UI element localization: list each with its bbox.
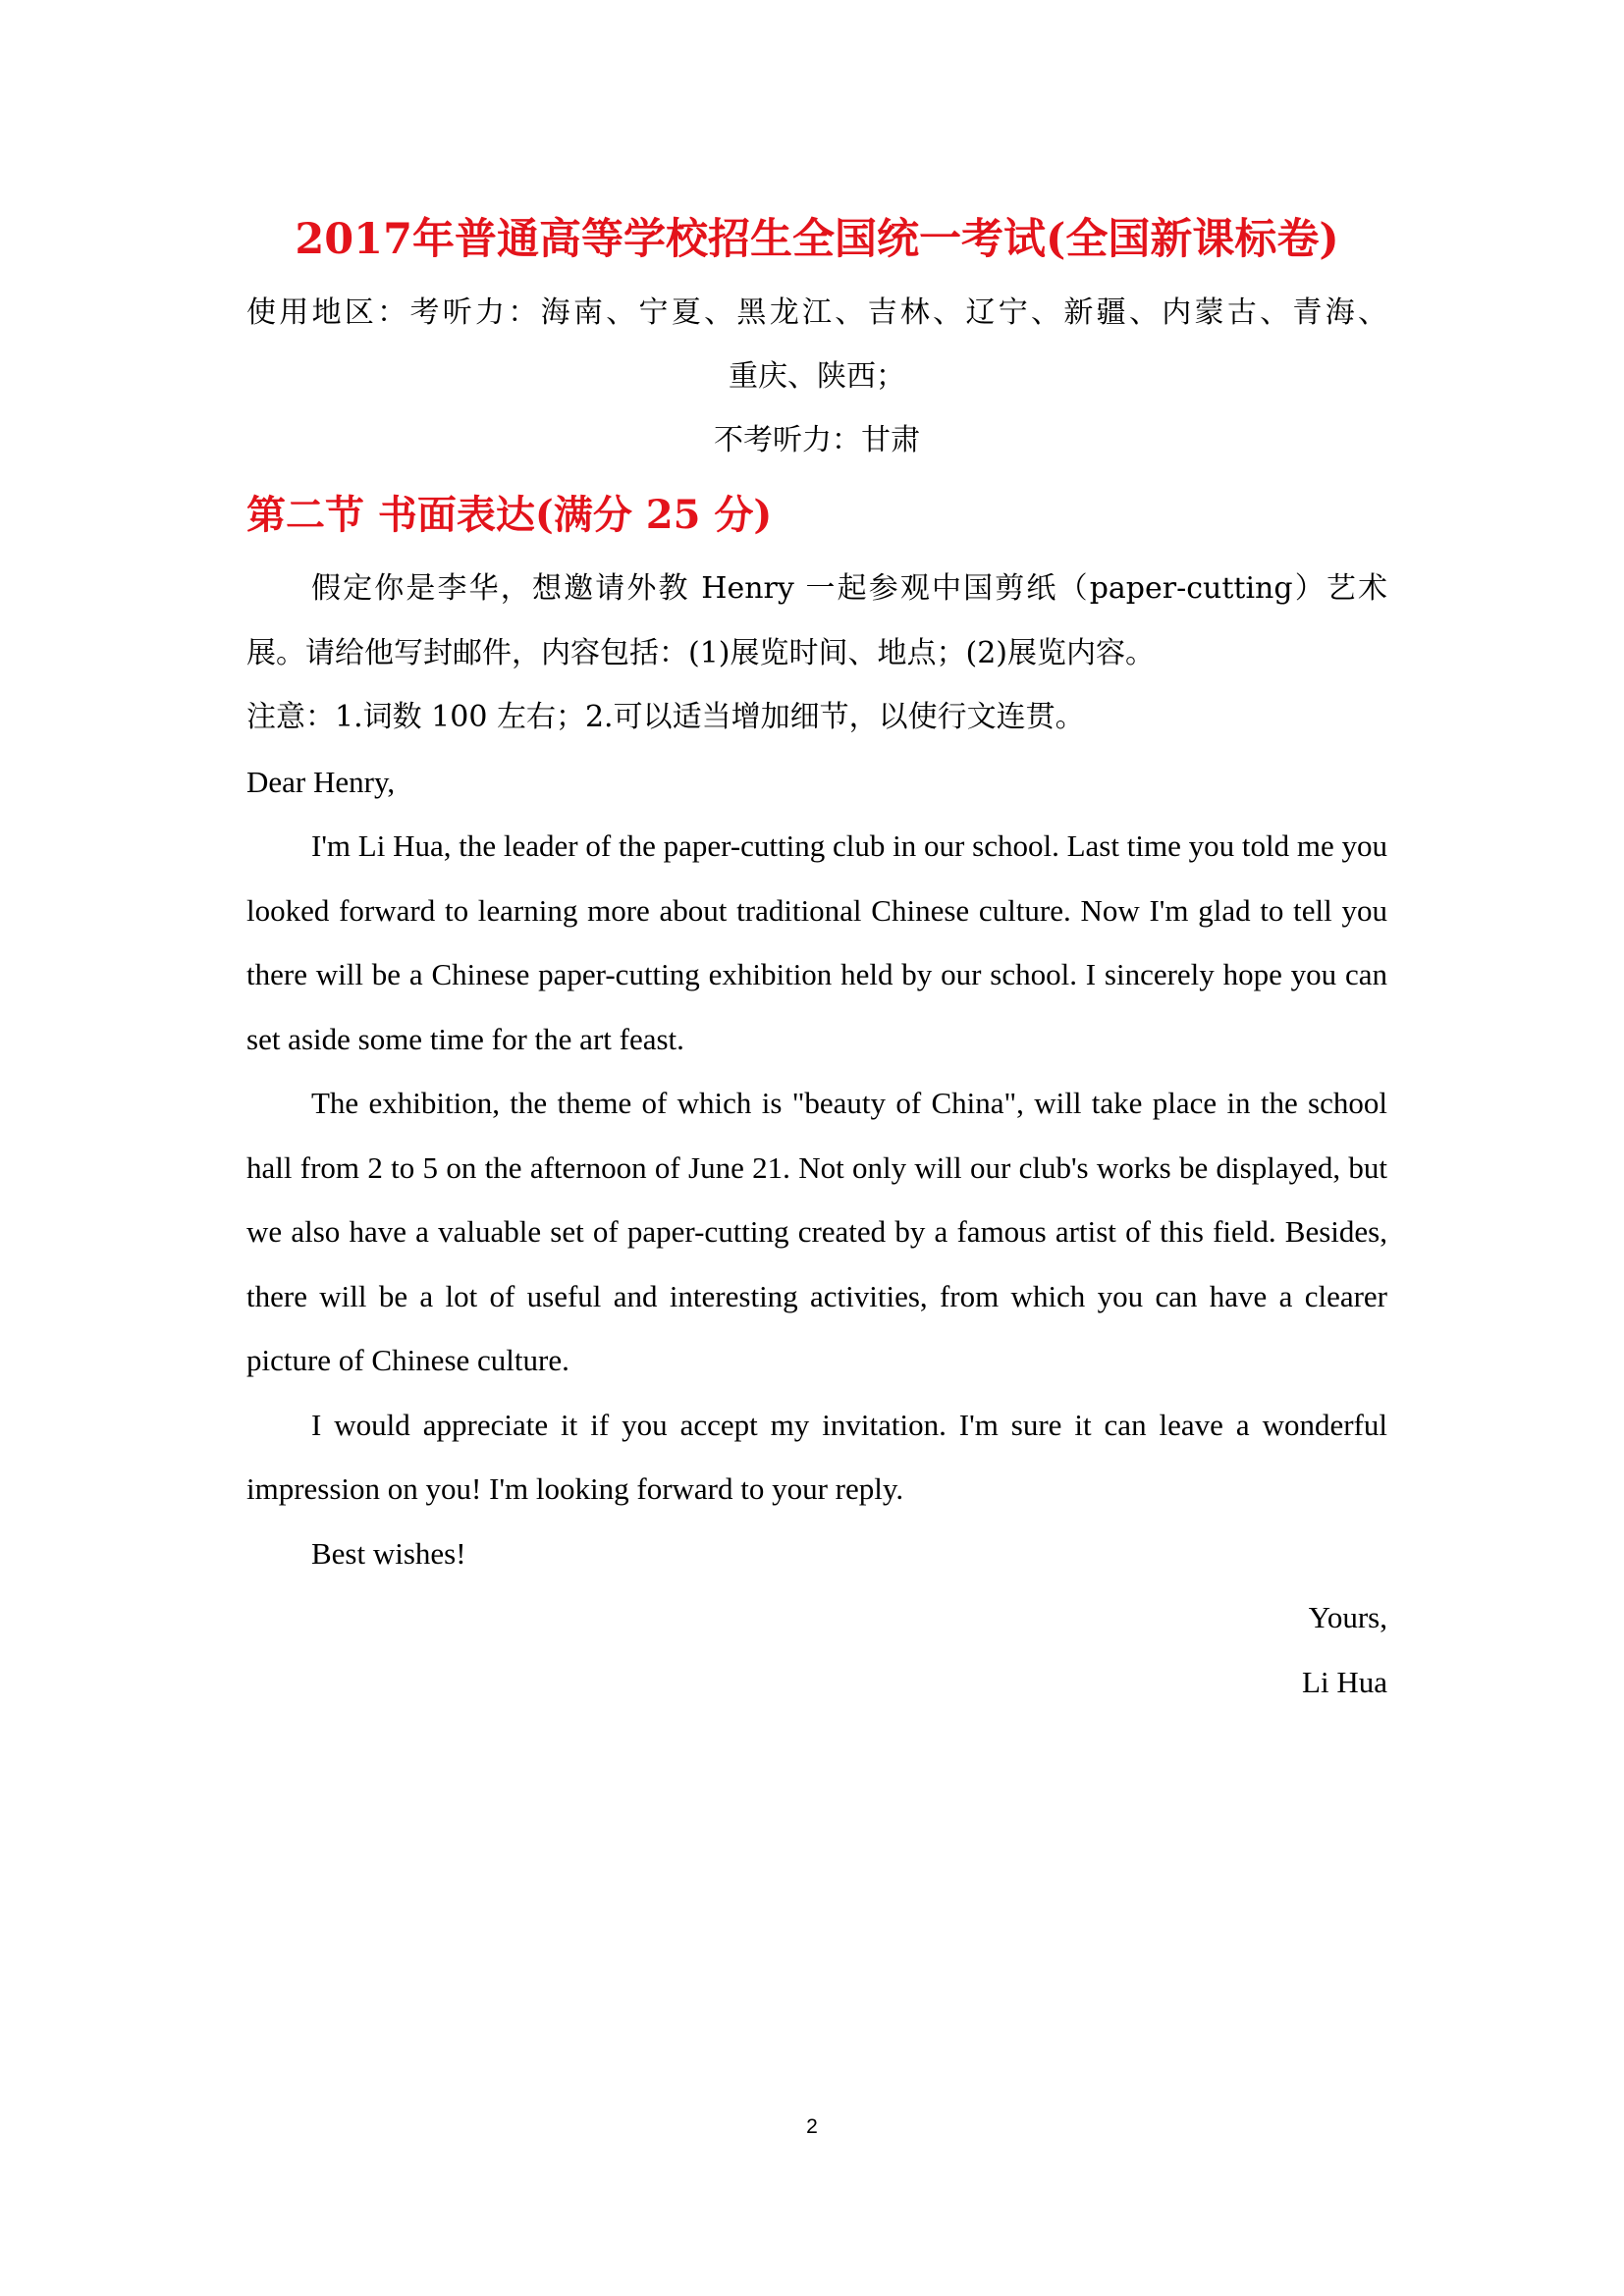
page-number: 2	[806, 2115, 818, 2138]
section-title: 第二节 书面表达(满分 25 分)	[246, 492, 773, 538]
letter-greeting: Dear Henry,	[246, 764, 396, 799]
page-content	[246, 210, 1387, 1714]
letter-closing: Best wishes!	[311, 1535, 466, 1571]
task-note: 注意：1.词数 100 左右；2.可以适当增加细节，以使行文连贯。	[246, 700, 1085, 734]
region-line-1: 使用地区：考听力：海南、宁夏、黑龙江、吉林、辽宁、新疆、内蒙古、青海、	[246, 295, 1387, 330]
region-line-3: 不考听力：甘肃	[714, 423, 920, 457]
task-line-1: 假定你是李华，想邀请外教 Henry 一起参观中国剪纸（paper-cutting）艺术	[311, 571, 1387, 606]
region-info	[246, 281, 1387, 472]
letter-paragraph-3: I would appreciate it if you accept my invitation. I'm sure it can leave a wonderful impression on you! I'm looking forward to your reply.	[246, 1407, 1387, 1506]
letter-paragraph-2: The exhibition, the theme of which is "beauty of China", will take place in the school hall from 2 to 5 on the afternoon of June 21. Not only will our club's works be displayed, but we also have a valuable set of paper-cutting created by a famous artist of this field. Besides, there will be a lot of useful and interesting activities, from which you can have a clearer picture of Chinese culture.	[246, 1086, 1387, 1377]
page-title: 2017年普通高等学校招生全国统一考试(全国新课标卷)	[295, 215, 1339, 264]
letter-signature: Li Hua	[1302, 1664, 1387, 1699]
task-line-2: 展。请给他写封邮件，内容包括：(1)展览时间、地点；(2)展览内容。	[246, 635, 1155, 670]
letter-paragraph-1: I'm Li Hua, the leader of the paper-cutting club in our school. Last time you told me you looked forward to learning more about traditional Chinese culture. Now I'm glad to tell you there will be a Chinese paper-cutting exhibition held by our school. I sincerely hope you can set aside some time for the art feast.	[246, 828, 1387, 1056]
letter-signoff: Yours,	[1308, 1600, 1387, 1634]
region-line-2: 重庆、陕西；	[729, 359, 905, 394]
